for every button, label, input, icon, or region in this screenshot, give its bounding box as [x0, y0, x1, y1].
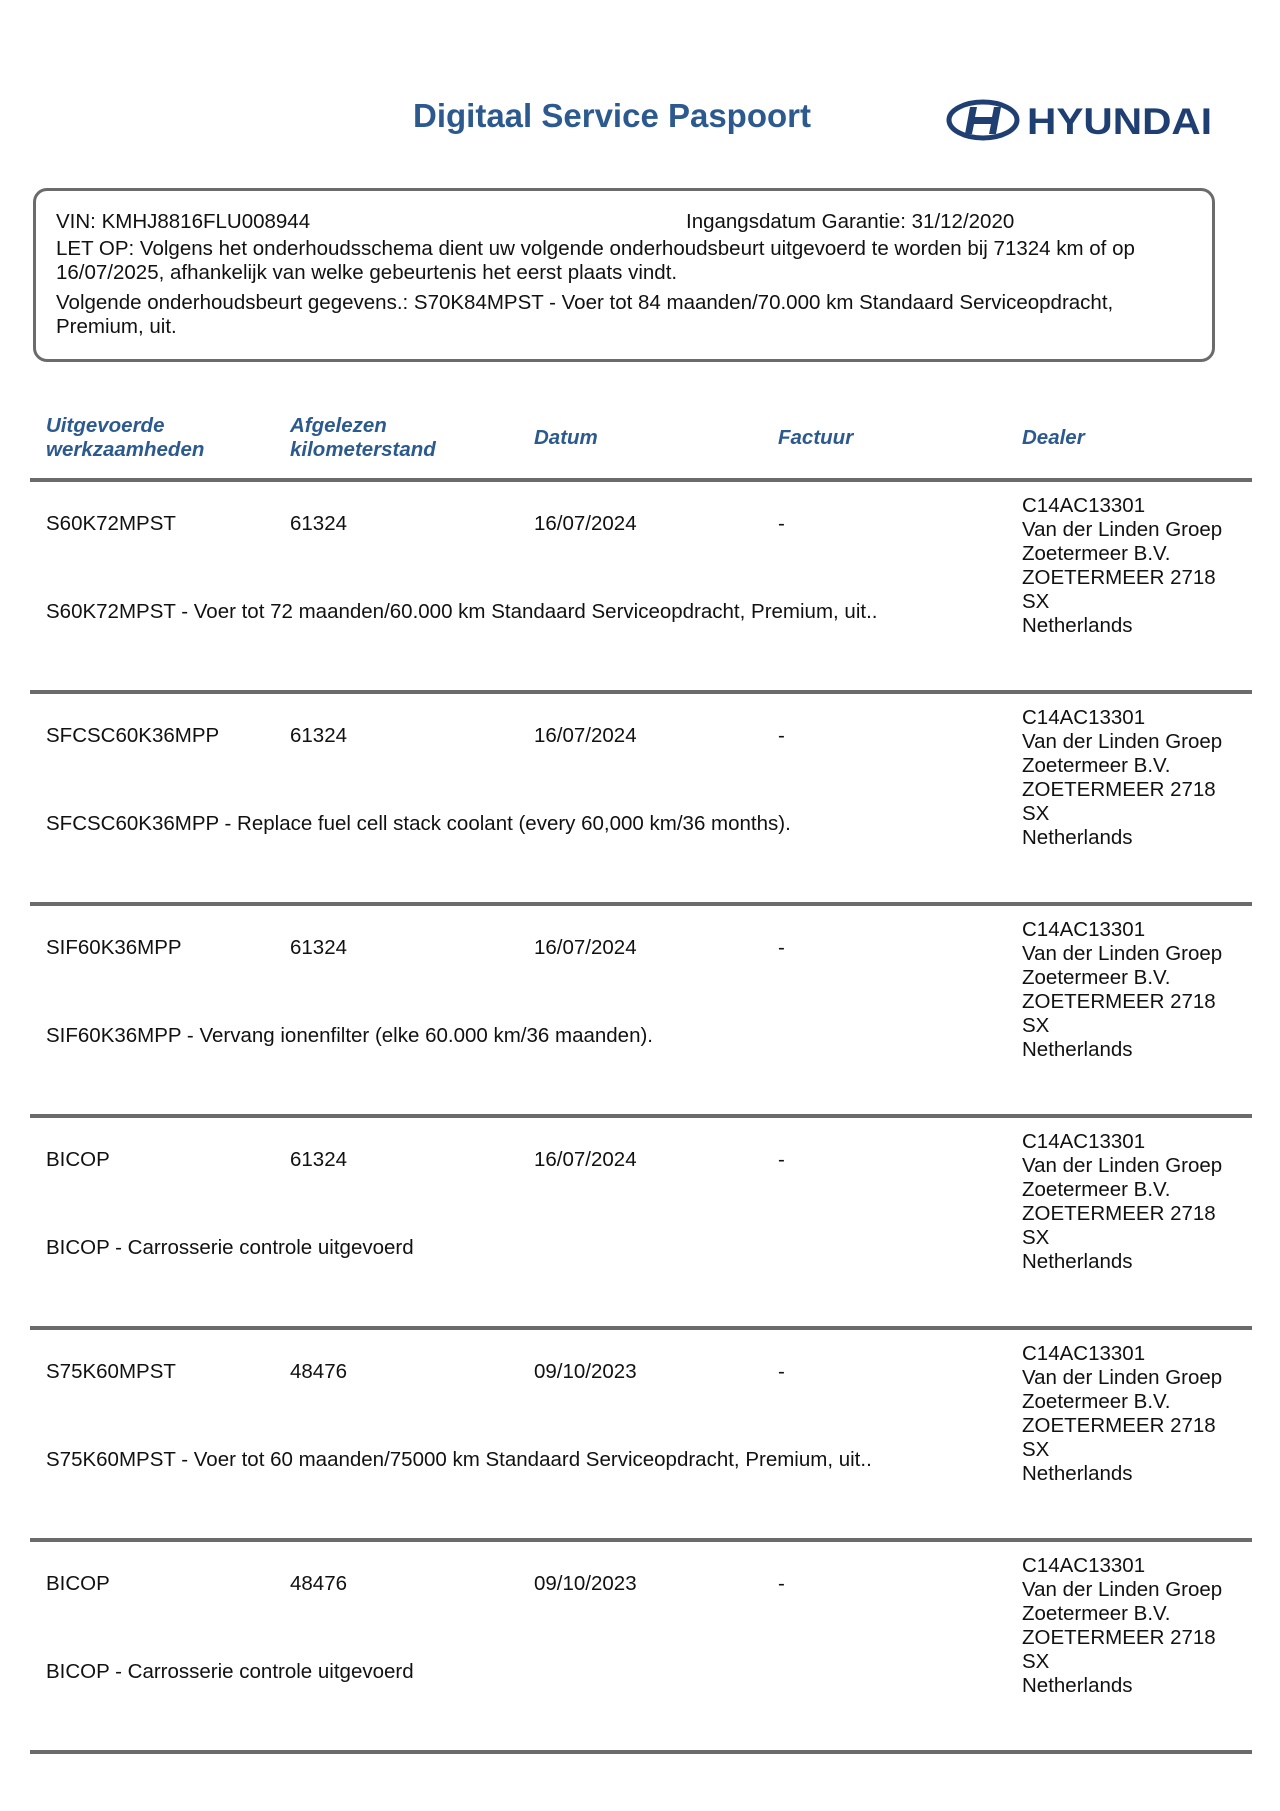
table-row: [30, 482, 1252, 694]
invoice: -: [778, 1572, 785, 1595]
mileage: 61324: [290, 936, 348, 959]
invoice: -: [778, 512, 785, 535]
invoice: -: [778, 724, 785, 747]
header-dealer: Dealer: [1022, 426, 1085, 449]
work-description: S75K60MPST - Voer tot 60 maanden/75000 km Standaard Serviceopdracht, Premium, uit..: [46, 1448, 872, 1471]
table-row: [30, 1118, 1252, 1330]
dealer-info: C14AC13301 Van der Linden Groep Zoetermeer B.V. ZOETERMEER 2718 SX Netherlands: [1022, 1342, 1223, 1485]
work-code: BICOP: [46, 1572, 110, 1595]
header-mileage: Afgelezen kilometerstand: [290, 414, 436, 461]
header-invoice: Factuur: [778, 426, 854, 449]
service-date: 09/10/2023: [534, 1572, 637, 1595]
header-work: Uitgevoerde werkzaamheden: [46, 414, 205, 461]
hyundai-wordmark: HYUNDAI: [1027, 101, 1212, 142]
next-service-notice: LET OP: Volgens het onderhoudsschema dient uw volgende onderhoudsbeurt uitgevoerd te worden bij 71324 km of op 16/07/2025, afhankelijk van welke gebeurtenis het eerst plaats vindt.: [56, 237, 1135, 284]
table-header: [30, 402, 1252, 482]
dealer-info: C14AC13301 Van der Linden Groep Zoetermeer B.V. ZOETERMEER 2718 SX Netherlands: [1022, 706, 1223, 849]
next-service-details: Volgende onderhoudsbeurt gegevens.: S70K84MPST - Voer tot 84 maanden/70.000 km Standaard Serviceopdracht, Premium, uit.: [56, 291, 1114, 338]
table-row: [30, 1542, 1252, 1754]
mileage: 61324: [290, 512, 348, 535]
work-description: SFCSC60K36MPP - Replace fuel cell stack coolant (every 60,000 km/36 months).: [46, 812, 791, 835]
service-date: 09/10/2023: [534, 1360, 637, 1383]
table-row: [30, 694, 1252, 906]
service-date: 16/07/2024: [534, 936, 637, 959]
work-description: S60K72MPST - Voer tot 72 maanden/60.000 km Standaard Serviceopdracht, Premium, uit..: [46, 600, 878, 623]
work-code: SIF60K36MPP: [46, 936, 182, 959]
vehicle-info-box: [33, 188, 1215, 362]
work-code: BICOP: [46, 1148, 110, 1171]
hyundai-logo: [946, 98, 1214, 142]
hyundai-emblem-icon: [949, 102, 1017, 138]
work-description: BICOP - Carrosserie controle uitgevoerd: [46, 1236, 414, 1259]
dealer-info: C14AC13301 Van der Linden Groep Zoetermeer B.V. ZOETERMEER 2718 SX Netherlands: [1022, 494, 1223, 637]
dealer-info: C14AC13301 Van der Linden Groep Zoetermeer B.V. ZOETERMEER 2718 SX Netherlands: [1022, 918, 1223, 1061]
table-row: [30, 906, 1252, 1118]
work-code: S60K72MPST: [46, 512, 176, 535]
service-date: 16/07/2024: [534, 512, 637, 535]
header-date: Datum: [534, 426, 598, 449]
invoice: -: [778, 1148, 785, 1171]
mileage: 48476: [290, 1572, 348, 1595]
dealer-info: C14AC13301 Van der Linden Groep Zoetermeer B.V. ZOETERMEER 2718 SX Netherlands: [1022, 1554, 1223, 1697]
invoice: -: [778, 936, 785, 959]
table-row: [30, 1330, 1252, 1542]
mileage: 61324: [290, 1148, 348, 1171]
invoice: -: [778, 1360, 785, 1383]
work-description: SIF60K36MPP - Vervang ionenfilter (elke 60.000 km/36 maanden).: [46, 1024, 653, 1047]
service-date: 16/07/2024: [534, 724, 637, 747]
work-code: S75K60MPST: [46, 1360, 176, 1383]
service-history-table: [30, 482, 1252, 1754]
page-title: Digitaal Service Paspoort: [413, 97, 811, 134]
service-date: 16/07/2024: [534, 1148, 637, 1171]
work-code: SFCSC60K36MPP: [46, 724, 220, 747]
vin-number: VIN: KMHJ8816FLU008944: [56, 210, 311, 233]
work-description: BICOP - Carrosserie controle uitgevoerd: [46, 1660, 414, 1683]
dealer-info: C14AC13301 Van der Linden Groep Zoetermeer B.V. ZOETERMEER 2718 SX Netherlands: [1022, 1130, 1223, 1273]
warranty-start-date: Ingangsdatum Garantie: 31/12/2020: [686, 210, 1015, 233]
mileage: 48476: [290, 1360, 348, 1383]
mileage: 61324: [290, 724, 348, 747]
